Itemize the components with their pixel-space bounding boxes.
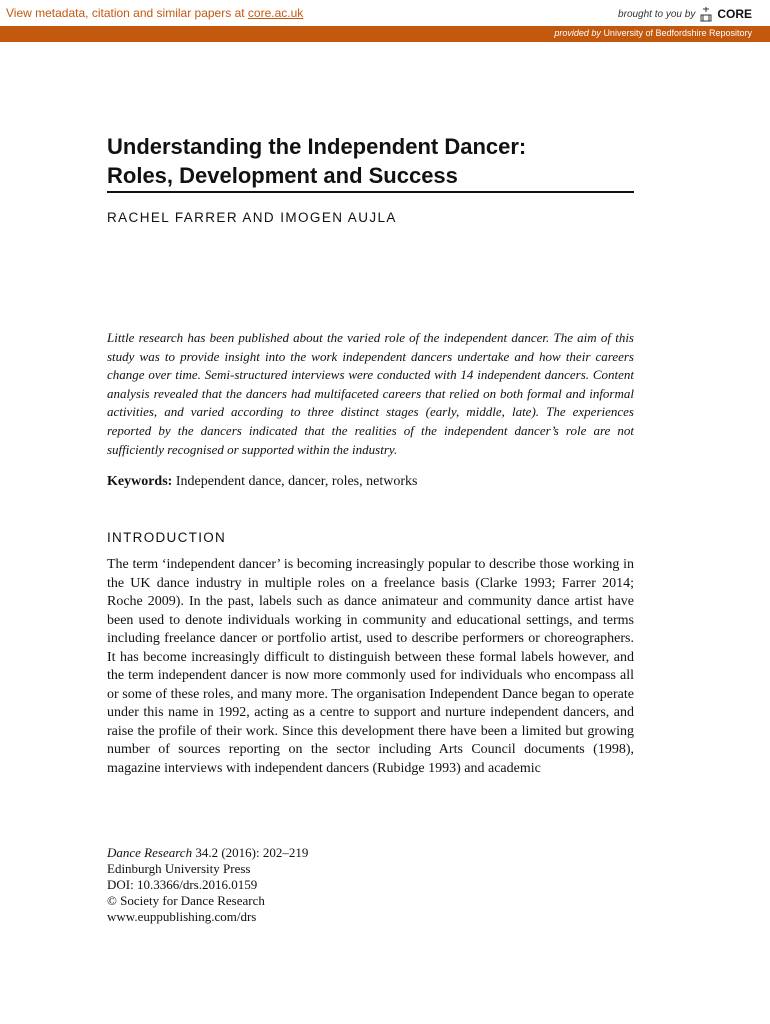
publisher: Edinburgh University Press — [107, 861, 251, 876]
publication-footer — [107, 845, 507, 925]
core-label: CORE — [717, 7, 752, 21]
provider-name: University of Bedfordshire Repository — [603, 28, 752, 38]
core-link[interactable]: core.ac.uk — [247, 6, 304, 20]
brought-by — [618, 6, 752, 22]
metadata-text: View metadata, citation and similar papers at — [6, 6, 248, 20]
introduction-text: The term ‘independent dancer’ is becoming increasingly popular to describe those working in the UK dance industry in multiple roles on a freelance basis (Clarke 1993; Farrer 2014; Roche 2009). In the past, labels such as dance animateur and community dance artist have been used to denote individuals working in community and educational settings, and terms including freelance dancer or portfolio artist, used to describe performers or choreographers. It has become increasingly difficult to distinguish between these formal labels however, and the term independent dancer is now more commonly used for individuals who encompass all or some of these roles, and many more. The organisation Independent Dance began to operate under this name in 1992, acting as a centre to support and nurture independent dancers, and raise the profile of their work. Since this development there have been a limited but growing number of sources reporting on the sector including Arts Council documents (1998), magazine interviews with independent dancers (Rubidge 1993) and academic — [107, 557, 634, 776]
keywords-label: Keywords: — [107, 474, 173, 489]
abstract: Little research has been published about the varied role of the independent dancer. The aim of this study was to provide insight into the work independent dancers undertake and how their careers change over time. Semi-structured interviews were conducted with 14 independent dancers. Content analysis revealed that the dancers had multifaceted careers that relied on both formal and informal activities, and varied according to three distinct stages (early, middle, late). The experiences reported by the dancers indicated that the realities of the independent dancer’s role are not sufficiently recognised or supported within the industry. — [107, 330, 634, 457]
brought-text: brought to you by — [618, 8, 696, 20]
title-line-2: Roles, Development and Success — [107, 163, 458, 188]
authors: RACHEL FARRER AND IMOGEN AUJLA — [107, 210, 397, 225]
core-banner — [0, 0, 770, 26]
title-rule — [107, 191, 634, 193]
keywords — [107, 473, 634, 491]
provider-notice — [554, 28, 752, 38]
keywords-list: Independent dance, dancer, roles, networks — [175, 474, 418, 489]
website: www.euppublishing.com/drs — [107, 909, 257, 924]
journal-name: Dance Research — [107, 845, 193, 860]
provider-bar — [0, 26, 770, 42]
citation-details: 34.2 (2016): 202–219 — [192, 845, 309, 860]
metadata-notice — [6, 6, 303, 20]
title-line-1: Understanding the Independent Dancer: — [107, 134, 527, 159]
provided-by-text: provided by — [554, 28, 601, 38]
copyright: © Society for Dance Research — [107, 893, 265, 908]
section-heading-introduction: INTRODUCTION — [107, 530, 227, 545]
paper-title — [107, 132, 647, 190]
doi: DOI: 10.3366/drs.2016.0159 — [107, 877, 258, 892]
citation-line — [107, 845, 507, 861]
core-logo-icon — [699, 6, 713, 22]
